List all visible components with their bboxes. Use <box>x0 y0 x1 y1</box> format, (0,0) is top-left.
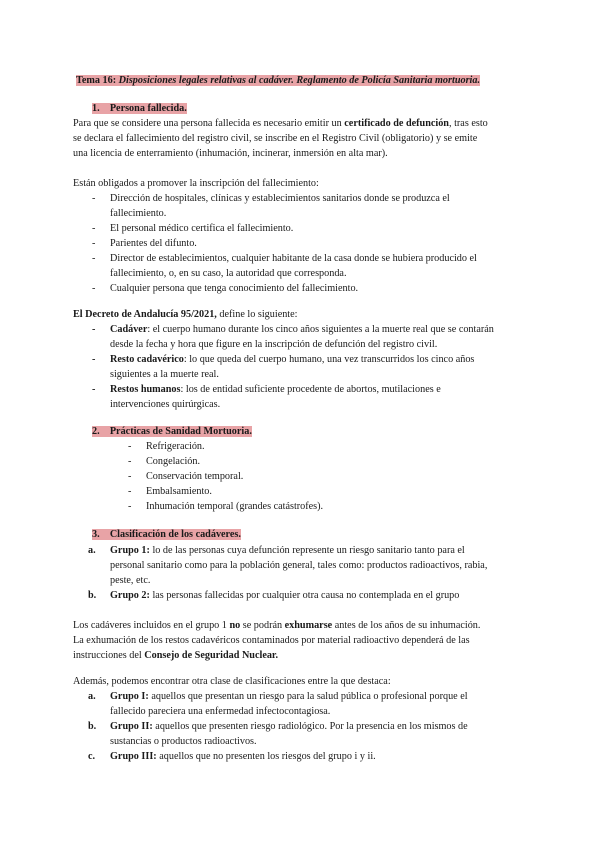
s1-paragraph-line3: una licencia de enterramiento (inhumación, incinerar, inmersión en alta mar). <box>73 148 388 159</box>
s1-paragraph-line2: se declara el fallecimiento del registro civil, se inscribe en el Registro Civil (obligatorio) y se emite <box>73 133 478 144</box>
class-item: Grupo II: aquellos que presenten riesgo radiológico. Por la presencia en los mismos de <box>110 721 468 732</box>
title-text: Disposiciones legales relativas al cadáver. Reglamento de Policía Sanitaria mortuoria. <box>118 75 481 86</box>
title-label: Tema 16: <box>76 75 117 86</box>
list-item: Embalsamiento. <box>146 486 212 497</box>
group-item: Grupo 1: lo de las personas cuya defunción represente un riesgo sanitario tanto para el <box>110 545 465 556</box>
list-item-cont: fallecimiento. <box>110 208 167 219</box>
definition-cont: intervenciones quirúrgicas. <box>110 399 221 410</box>
list-item: Director de establecimientos, cualquier habitante de la casa donde se hubiera producido el <box>110 253 477 264</box>
s3-paragraph-line2: La exhumación de los restos cadavéricos contaminados por material radioactivo dependerá de las <box>73 635 470 646</box>
section-2-heading: 2. Prácticas de Sanidad Mortuoria. <box>92 426 252 437</box>
class-item: Grupo I: aquellos que presentan un riesgo para la salud pública o profesional porque el <box>110 691 468 702</box>
decreto-line: El Decreto de Andalucía 95/2021, define lo siguiente: <box>73 309 298 320</box>
s1-paragraph-line1: Para que se considere una persona fallecida es necesario emitir un certificado de defunción, tras esto <box>73 118 488 129</box>
list-item: Dirección de hospitales, clínicas y establecimientos sanitarios donde se produzca el <box>110 193 450 204</box>
definition-item: Resto cadavérico: lo que queda del cuerpo humano, una vez transcurridos los cinco años <box>110 354 475 365</box>
document-title <box>76 73 480 88</box>
list-item: Cualquier persona que tenga conocimiento del fallecimiento. <box>110 283 359 294</box>
s3-paragraph-clasificaciones: Además, podemos encontrar otra clase de clasificaciones entre la que destaca: <box>73 676 391 687</box>
obligados-intro: Están obligados a promover la inscripción del fallecimiento: <box>73 178 319 189</box>
list-item: Congelación. <box>146 456 201 467</box>
class-item-cont: sustancias o productos radioactivos. <box>110 736 257 747</box>
s3-paragraph-line1: Los cadáveres incluidos en el grupo 1 no se podrán exhumarse antes de los años de su inhumación. <box>73 620 481 631</box>
class-item-cont: fallecido pareciera una enfermedad infectocontagiosa. <box>110 706 331 717</box>
definition-cont: desde la fecha y hora que figure en la inscripción de defunción del registro civil. <box>110 339 438 350</box>
section-1-heading: 1. Persona fallecida. <box>92 103 187 114</box>
document-page: Tema 16: Disposiciones legales relativas al cadáver. Reglamento de Policía Sanitaria mortuoria. 1. Persona fallecida. Para que se considere una persona fallecida es necesario emitir un certificado de defunción, tras esto se declara el fallecimiento del registro civil, se inscribe en el Registro Civil (obligatorio) y se emite una licencia de enterramiento (inhumación, incinerar, inmersión en alta mar). Están obligados a promover la inscripción del fallecimiento: - Dirección de hospitales, clínicas y establecimientos sanitarios donde se produzca el fallecimiento. - El personal médico certifica el fallecimiento. - Parientes del difunto. - Director de establecimientos, cualquier habitante de la casa donde se hubiera producido el fallecimiento, o, en su caso, la autoridad que corresponda. - Cualquier persona que tenga conocimiento del fallecimiento. El Decreto de Andalucía 95/2021, define lo siguiente: - Cadáver: el cuerpo humano durante los cinco años siguientes a la muerte real que se contarán desde la fecha y hora que figure en la inscripción de defunción del registro civil. - Resto cadavérico: lo que queda del cuerpo humano, una vez transcurridos los cinco años siguientes a la muerte real. - Restos humanos: los de entidad suficiente procedente de abortos, mutilaciones e intervenciones quirúrgicas. 2. Prácticas de Sanidad Mortuoria. - Refrigeración. - Congelación. - Conservación temporal. - Embalsamiento. - Inhumación temporal (grandes catástrofes). 3. Clasificación de los cadáveres. a. Grupo 1: lo de las personas cuya defunción represente un riesgo sanitario tanto para el personal sanitario como para la población general, tales como: productos radioactivos, rabia, peste, etc. b. Grupo 2: las personas fallecidas por cualquier otra causa no contemplada en el grupo Los cadáveres incluidos en el grupo 1 no se podrán exhumarse antes de los años de su inhumación. La exhumación de los restos cadavéricos contaminados por material radioactivo dependerá de las instrucciones del Consejo de Seguridad Nuclear. Además, podemos encontrar otra clase de clasificaciones entre la que destaca: a. Grupo I: aquellos que presentan un riesgo para la salud pública o profesional porque el fallecido pareciera una enfermedad infectocontagiosa. b. Grupo II: aquellos que presenten riesgo radiológico. Por la presencia en los mismos de sustancias o productos radioactivos. c. Grupo III: aquellos que no presenten los riesgos del grupo i y ii. <box>0 0 600 848</box>
class-item: Grupo III: aquellos que no presenten los riesgos del grupo i y ii. <box>110 751 376 762</box>
definition-item: Restos humanos: los de entidad suficiente procedente de abortos, mutilaciones e <box>110 384 441 395</box>
section-3-heading: 3. Clasificación de los cadáveres. <box>92 529 241 540</box>
group-item-cont: peste, etc. <box>110 575 151 586</box>
list-item-cont: fallecimiento, o, en su caso, la autoridad que corresponda. <box>110 268 347 279</box>
group-item-cont: personal sanitario como para la población general, tales como: productos radioactivos, rabia, <box>110 560 488 571</box>
list-item: El personal médico certifica el fallecimiento. <box>110 223 294 234</box>
definition-item: Cadáver: el cuerpo humano durante los cinco años siguientes a la muerte real que se contarán <box>110 324 494 335</box>
list-item: Conservación temporal. <box>146 471 244 482</box>
definition-cont: siguientes a la muerte real. <box>110 369 219 380</box>
list-item: Refrigeración. <box>146 441 205 452</box>
list-item: Parientes del difunto. <box>110 238 197 249</box>
list-item: Inhumación temporal (grandes catástrofes). <box>146 501 324 512</box>
s3-paragraph-line3: instrucciones del Consejo de Seguridad Nuclear. <box>73 650 279 661</box>
group-item: Grupo 2: las personas fallecidas por cualquier otra causa no contemplada en el grupo <box>110 590 460 601</box>
